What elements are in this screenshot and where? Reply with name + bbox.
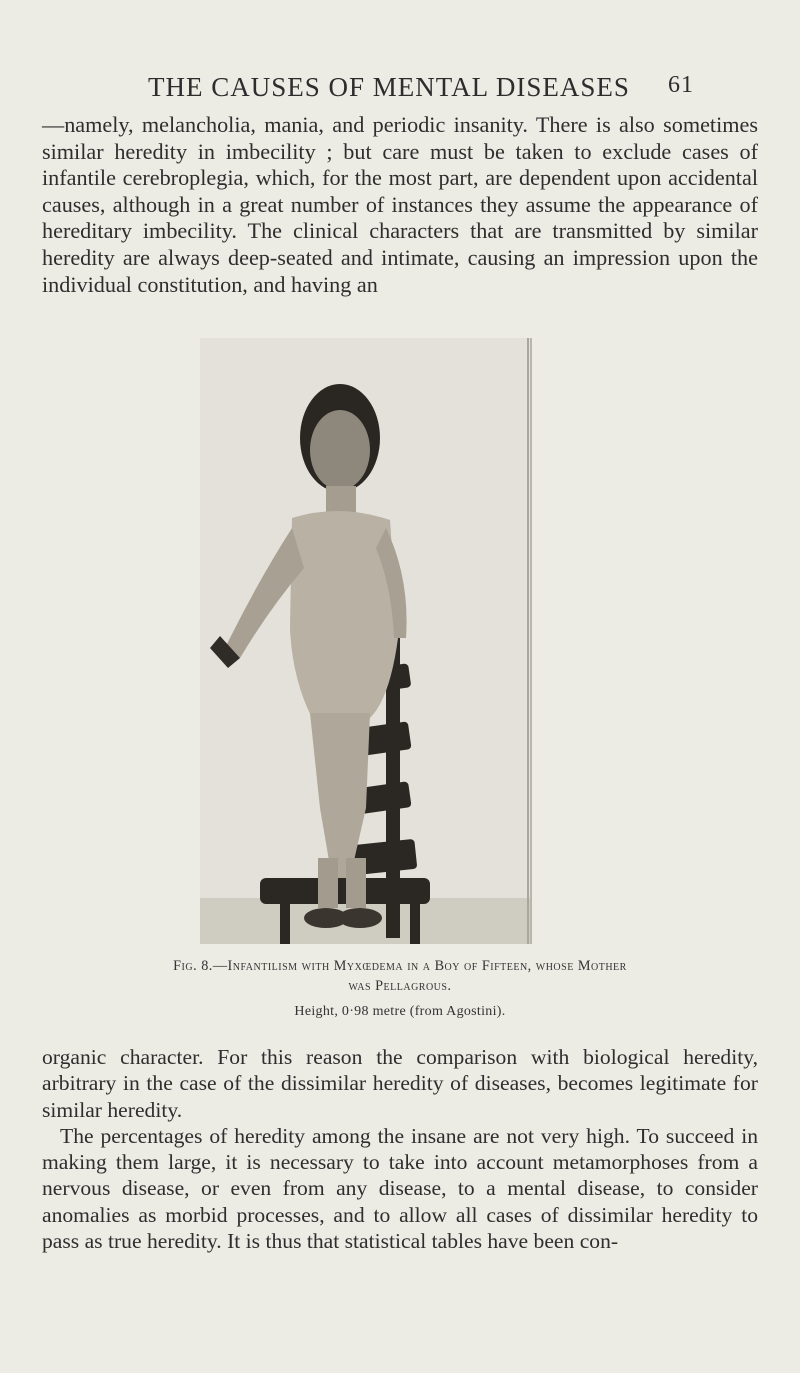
figure-caption xyxy=(40,956,760,1022)
running-head xyxy=(148,72,694,103)
boy-on-chair-photo xyxy=(200,338,530,944)
caption-line-2: was Pellagrous. xyxy=(348,978,452,994)
paragraph-top: —namely, melancholia, mania, and periodic insanity. There is also sometimes similar heredity in imbecility ; but care must be taken to exclude cases of infantile cerebroplegia, which, for the most part, are dependent upon accidental causes, although in a great number of instances they assume the appearance of hereditary imbecility. The clinical characters that are transmitted by similar heredity are always deep-seated and intimate, causing an impression upon the individual constitution, and having an xyxy=(42,112,758,297)
paragraph-bottom-2: The percentages of heredity among the insane are not very high. To succeed in making them large, it is necessary to take into account metamorphoses from a nervous disease, or even from any disease, to a mental disease, to consider anomalies as morbid processes, and to allow all cases of dissimilar heredity to pass as true heredity. It is thus that statistical tables have been con- xyxy=(42,1123,758,1254)
paragraph-bottom-1: organic character. For this reason the comparison with biological heredity, arbitrary in the case of the dissimilar heredity of diseases, becomes legitimate for similar heredity. xyxy=(42,1045,758,1122)
caption-label: Fig. 8. xyxy=(173,958,213,974)
caption-line-1: —Infantilism with Myxœdema in a Boy of Fifteen, whose Mother xyxy=(212,958,627,974)
body-text-bottom xyxy=(42,1044,758,1254)
body-text-top xyxy=(42,112,758,298)
caption-title xyxy=(40,956,760,996)
page-number: 61 xyxy=(668,72,694,98)
figure-photograph xyxy=(200,338,532,944)
caption-subtitle: Height, 0·98 metre (from Agostini). xyxy=(294,1004,506,1019)
running-title: THE CAUSES OF MENTAL DISEASES xyxy=(148,72,630,102)
